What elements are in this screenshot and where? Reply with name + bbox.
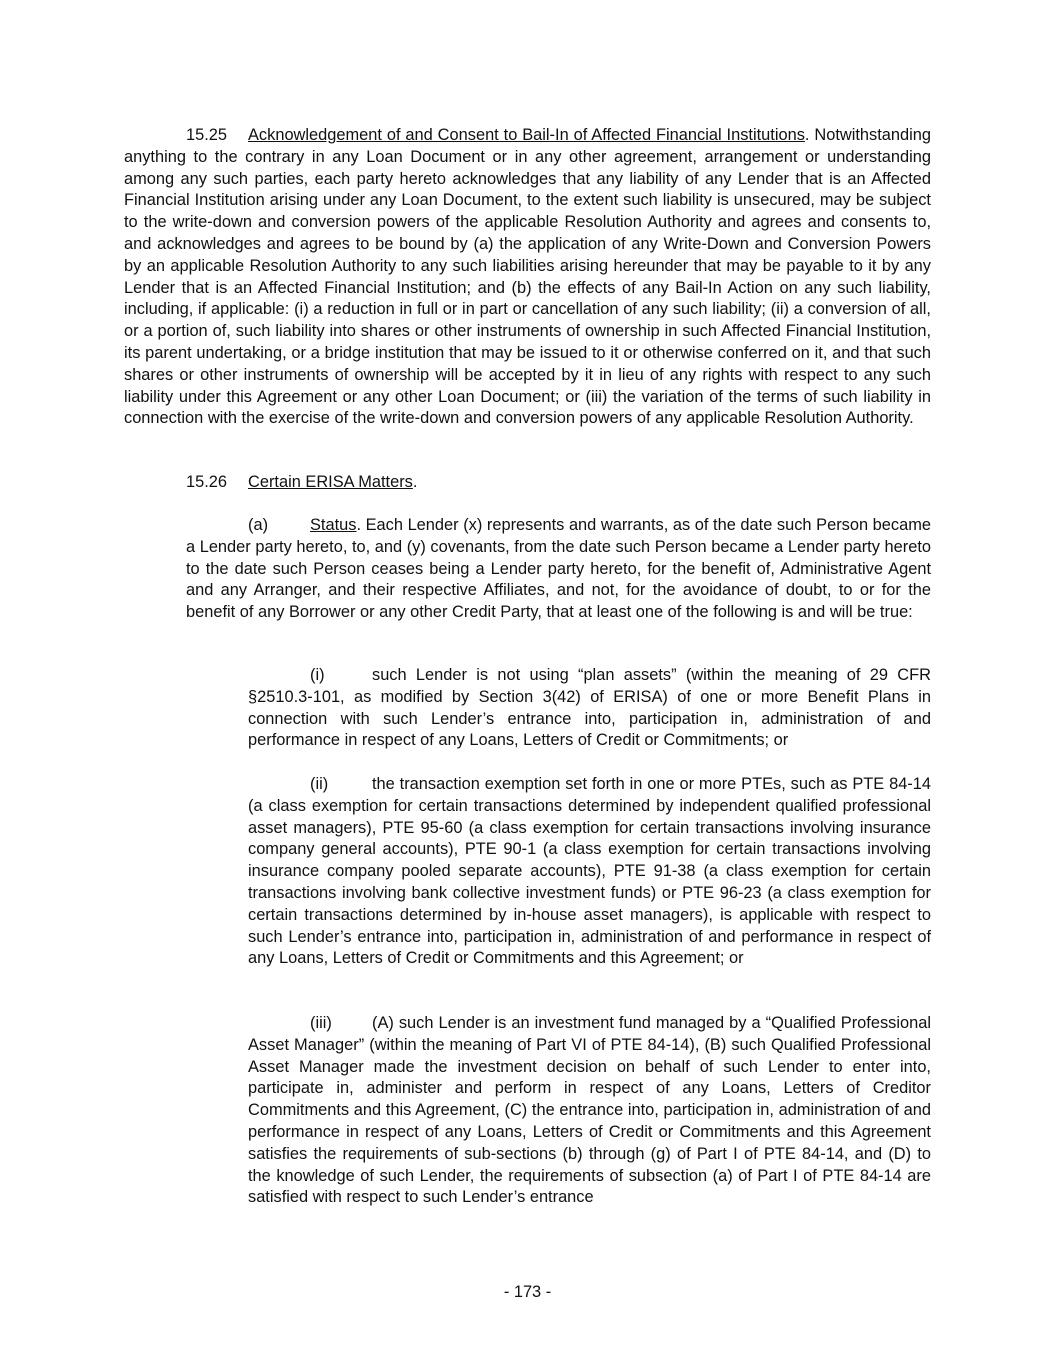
clause-ii-label: (ii) xyxy=(310,775,329,793)
clause-a-body: . Each Lender (x) represents and warrants, as of the date such Person became a Lender party hereto, to, and (y) covenants, from the date such Person became a Lender party hereto to the date such Person ceases being a Lender party hereto, for the benefit of, Administrative Agent and any Arranger, and their respective Affiliates, and not, for the avoidance of doubt, to or for the benefit of any Borrower or any other Credit Party, that at least one of the following is and will be true: xyxy=(186,516,931,622)
section-15-26-heading-line xyxy=(186,472,886,494)
clause-iii-paragraph xyxy=(248,1013,931,1209)
clause-i-paragraph xyxy=(248,665,931,752)
section-15-25-heading-punct: . xyxy=(804,126,810,144)
clause-i-body: such Lender is not using “plan assets” (within the meaning of 29 CFR §2510.3-101, as modified by Section 3(42) of ERISA) of one or more Benefit Plans in connection with such Lender’s entrance into, participation in, administration of and performance in respect of any Loans, Letters of Credit or Commitments; or xyxy=(248,666,931,750)
section-15-25-number: 15.25 xyxy=(186,126,228,144)
section-15-26-heading: Certain ERISA Matters xyxy=(248,473,413,491)
clause-ii-paragraph xyxy=(248,774,931,970)
clause-a-heading: Status xyxy=(310,516,357,534)
clause-iii-label: (iii) xyxy=(310,1014,332,1032)
section-15-25-heading: Acknowledgement of and Consent to Bail-In of Affected Financial Institutions xyxy=(248,126,805,144)
clause-iii-body: (A) such Lender is an investment fund managed by a “Qualified Professional Asset Manager” (within the meaning of Part VI of PTE 84-14), (B) such Qualified Professional Asset Manager made the investment decision on behalf of such Lender to enter into, participate in, administer and perform in respect of any Loans, Letters of Creditor Commitments and this Agreement, (C) the entrance into, participation in, administration of and performance in respect of any Loans, Letters of Credit or Commitments and this Agreement satisfies the requirements of sub-sections (b) through (g) of Part I of PTE 84-14, and (D) to the knowledge of such Lender, the requirements of subsection (a) of Part I of PTE 84-14 are satisfied with respect to such Lender’s entrance xyxy=(248,1014,931,1207)
clause-a-label: (a) xyxy=(248,516,269,534)
clause-i-label: (i) xyxy=(310,666,325,684)
section-15-26-number: 15.26 xyxy=(186,473,228,491)
clause-ii-body: the transaction exemption set forth in one or more PTEs, such as PTE 84-14 (a class exemption for certain transactions determined by independent qualified professional asset managers), PTE 95-60 (a class exemption for certain transactions involving insurance company general accounts), PTE 90-1 (a class exemption for certain transactions involving insurance company pooled separate accounts), PTE 91-38 (a class exemption for certain transactions involving bank collective investment funds) or PTE 96-23 (a class exemption for certain transactions determined by in-house asset managers), is applicable with respect to such Lender’s entrance into, participation in, administration of and performance in respect of any Loans, Letters of Credit or Commitments and this Agreement; or xyxy=(248,775,931,968)
section-15-26-heading-punct: . xyxy=(412,473,418,491)
section-15-25-paragraph xyxy=(124,125,931,430)
page-number: - 173 - xyxy=(503,1283,552,1301)
clause-a-paragraph xyxy=(186,515,931,624)
section-15-25-body: Notwithstanding anything to the contrary in any Loan Document or in any other agreement, arrangement or understanding among any such parties, each party hereto acknowledges that any liability of any Lender that is an Affected Financial Institution arising under any Loan Document, to the extent such liability is unsecured, may be subject to the write-down and conversion powers of the applicable Resolution Authority and agrees and consents to, and acknowledges and agrees to be bound by (a) the application of any Write-Down and Conversion Powers by an applicable Resolution Authority to any such liabilities arising hereunder that may be payable to it by any Lender that is an Affected Financial Institution; and (b) the effects of any Bail-In Action on any such liability, including, if applicable: (i) a reduction in full or in part or cancellation of any such liability; (ii) a conversion of all, or a portion of, such liability into shares or other instruments of ownership in such Affected Financial Institution, its parent undertaking, or a bridge institution that may be issued to it or otherwise conferred on it, and that such shares or other instruments of ownership will be accepted by it in lieu of any rights with respect to any such liability under this Agreement or any other Loan Document; or (iii) the variation of the terms of such liability in connection with the exercise of the write-down and conversion powers of any applicable Resolution Authority. xyxy=(124,126,931,428)
